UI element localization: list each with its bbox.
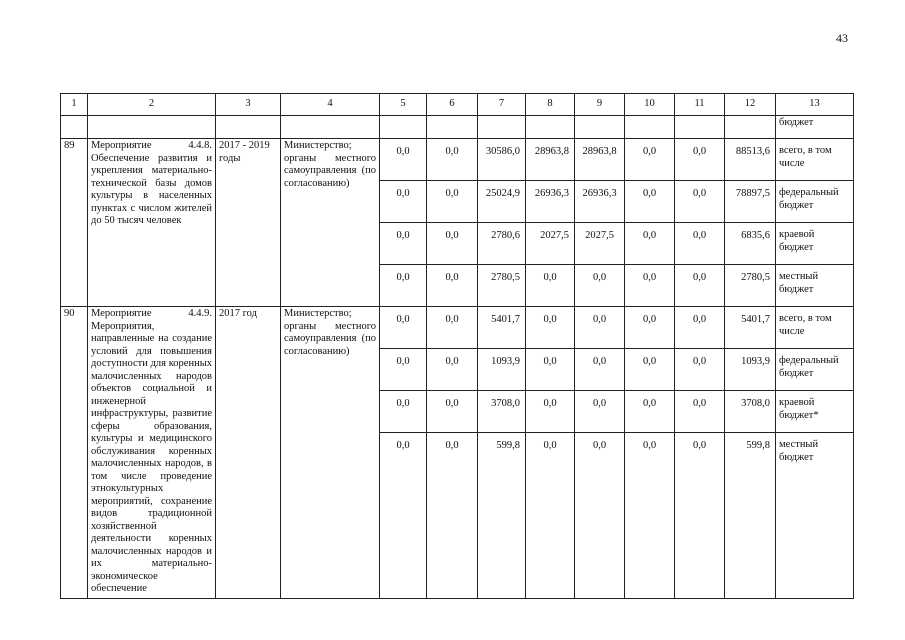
column-header-10: 10 [625, 94, 675, 116]
value-cell: 5401,7 [725, 307, 776, 349]
value-cell: 0,0 [625, 349, 675, 391]
continuation-row [61, 116, 854, 139]
period-cell: 2017 - 2019 годы [216, 139, 281, 307]
activity-cell: Мероприятие 4.4.8. Обеспечение развития и укрепления материально-технической базы домов культуры в населенных пунктах с числом жителей до 50 тысяч человек [88, 139, 216, 307]
value-cell: 0,0 [526, 307, 575, 349]
value-cell: 0,0 [625, 307, 675, 349]
value-cell: 26936,3 [575, 181, 625, 223]
column-header-12: 12 [725, 94, 776, 116]
value-cell: 2027,5 [526, 223, 575, 265]
value-cell: 0,0 [380, 349, 427, 391]
value-cell: 599,8 [478, 433, 526, 599]
value-cell: 0,0 [675, 223, 725, 265]
value-cell: 0,0 [526, 265, 575, 307]
funding-source-cell: всего, в том числе [776, 307, 854, 349]
value-cell: 2027,5 [575, 223, 625, 265]
value-cell: 78897,5 [725, 181, 776, 223]
value-cell: 0,0 [380, 223, 427, 265]
funding-source-cell: местный бюджет [776, 433, 854, 599]
value-cell: 0,0 [625, 391, 675, 433]
column-header-6: 6 [427, 94, 478, 116]
activity-cell: Мероприятие 4.4.9. Мероприятия, направленные на создание условий для повышения доступности для коренных малочисленных народов объектов социальной и инженерной инфраструктуры, развитие сферы образования, культуры и медицинского обслуживания коренных малочисленных народов, в том числе проведение этнокультурных мероприятий, сохранение видов традиционной хозяйственной деятельности коренных малочисленных народов и их материально-экономическое обеспечение [88, 307, 216, 599]
value-cell: 0,0 [380, 433, 427, 599]
value-cell: 0,0 [380, 307, 427, 349]
column-header-7: 7 [478, 94, 526, 116]
value-cell: 0,0 [575, 433, 625, 599]
value-cell: 0,0 [675, 265, 725, 307]
value-cell: 0,0 [427, 391, 478, 433]
column-header-5: 5 [380, 94, 427, 116]
value-cell: 1093,9 [478, 349, 526, 391]
value-cell: 0,0 [380, 181, 427, 223]
value-cell: 3708,0 [478, 391, 526, 433]
value-cell: 1093,9 [725, 349, 776, 391]
value-cell: 0,0 [526, 391, 575, 433]
value-cell: 0,0 [675, 181, 725, 223]
value-cell: 2780,6 [478, 223, 526, 265]
value-cell: 0,0 [427, 307, 478, 349]
funding-source-cell: местный бюджет [776, 265, 854, 307]
value-cell: 3708,0 [725, 391, 776, 433]
column-header-8: 8 [526, 94, 575, 116]
value-cell: 0,0 [575, 307, 625, 349]
value-cell: 599,8 [725, 433, 776, 599]
table-row [61, 307, 854, 349]
value-cell: 2780,5 [725, 265, 776, 307]
value-cell: 25024,9 [478, 181, 526, 223]
value-cell: 0,0 [427, 265, 478, 307]
value-cell: 6835,6 [725, 223, 776, 265]
page-number: 43 [836, 31, 848, 45]
column-header-2: 2 [88, 94, 216, 116]
period-cell: 2017 год [216, 307, 281, 599]
value-cell: 0,0 [427, 223, 478, 265]
column-header-11: 11 [675, 94, 725, 116]
funding-source-cell: федеральный бюджет [776, 181, 854, 223]
value-cell: 0,0 [575, 265, 625, 307]
table-row [61, 139, 854, 181]
value-cell: 0,0 [427, 139, 478, 181]
value-cell: 0,0 [526, 349, 575, 391]
value-cell: 26936,3 [526, 181, 575, 223]
value-cell: 0,0 [625, 433, 675, 599]
funding-source-cell: бюджет [776, 116, 854, 139]
value-cell: 0,0 [427, 349, 478, 391]
column-number-header [61, 94, 854, 116]
value-cell: 0,0 [427, 433, 478, 599]
budget-table [60, 93, 854, 599]
executor-cell: Министерство; органы местного самоуправления (по согласованию) [281, 307, 380, 599]
column-header-9: 9 [575, 94, 625, 116]
value-cell: 0,0 [380, 265, 427, 307]
value-cell: 0,0 [625, 265, 675, 307]
value-cell: 0,0 [526, 433, 575, 599]
row-number-cell: 89 [61, 139, 88, 307]
value-cell: 2780,5 [478, 265, 526, 307]
value-cell: 0,0 [427, 181, 478, 223]
value-cell: 0,0 [675, 433, 725, 599]
value-cell: 28963,8 [575, 139, 625, 181]
value-cell: 0,0 [675, 307, 725, 349]
value-cell: 0,0 [675, 349, 725, 391]
value-cell: 0,0 [625, 223, 675, 265]
value-cell: 28963,8 [526, 139, 575, 181]
funding-source-cell: всего, в том числе [776, 139, 854, 181]
value-cell: 5401,7 [478, 307, 526, 349]
value-cell: 0,0 [625, 181, 675, 223]
column-header-3: 3 [216, 94, 281, 116]
column-header-1: 1 [61, 94, 88, 116]
executor-cell: Министерство; органы местного самоуправления (по согласованию) [281, 139, 380, 307]
funding-source-cell: федеральный бюджет [776, 349, 854, 391]
column-header-4: 4 [281, 94, 380, 116]
value-cell: 0,0 [675, 139, 725, 181]
column-header-13: 13 [776, 94, 854, 116]
funding-source-cell: краевой бюджет [776, 223, 854, 265]
value-cell: 0,0 [675, 391, 725, 433]
funding-source-cell: краевой бюджет* [776, 391, 854, 433]
row-number-cell: 90 [61, 307, 88, 599]
value-cell: 88513,6 [725, 139, 776, 181]
value-cell: 0,0 [575, 391, 625, 433]
value-cell: 0,0 [380, 139, 427, 181]
value-cell: 0,0 [575, 349, 625, 391]
value-cell: 0,0 [625, 139, 675, 181]
value-cell: 30586,0 [478, 139, 526, 181]
value-cell: 0,0 [380, 391, 427, 433]
